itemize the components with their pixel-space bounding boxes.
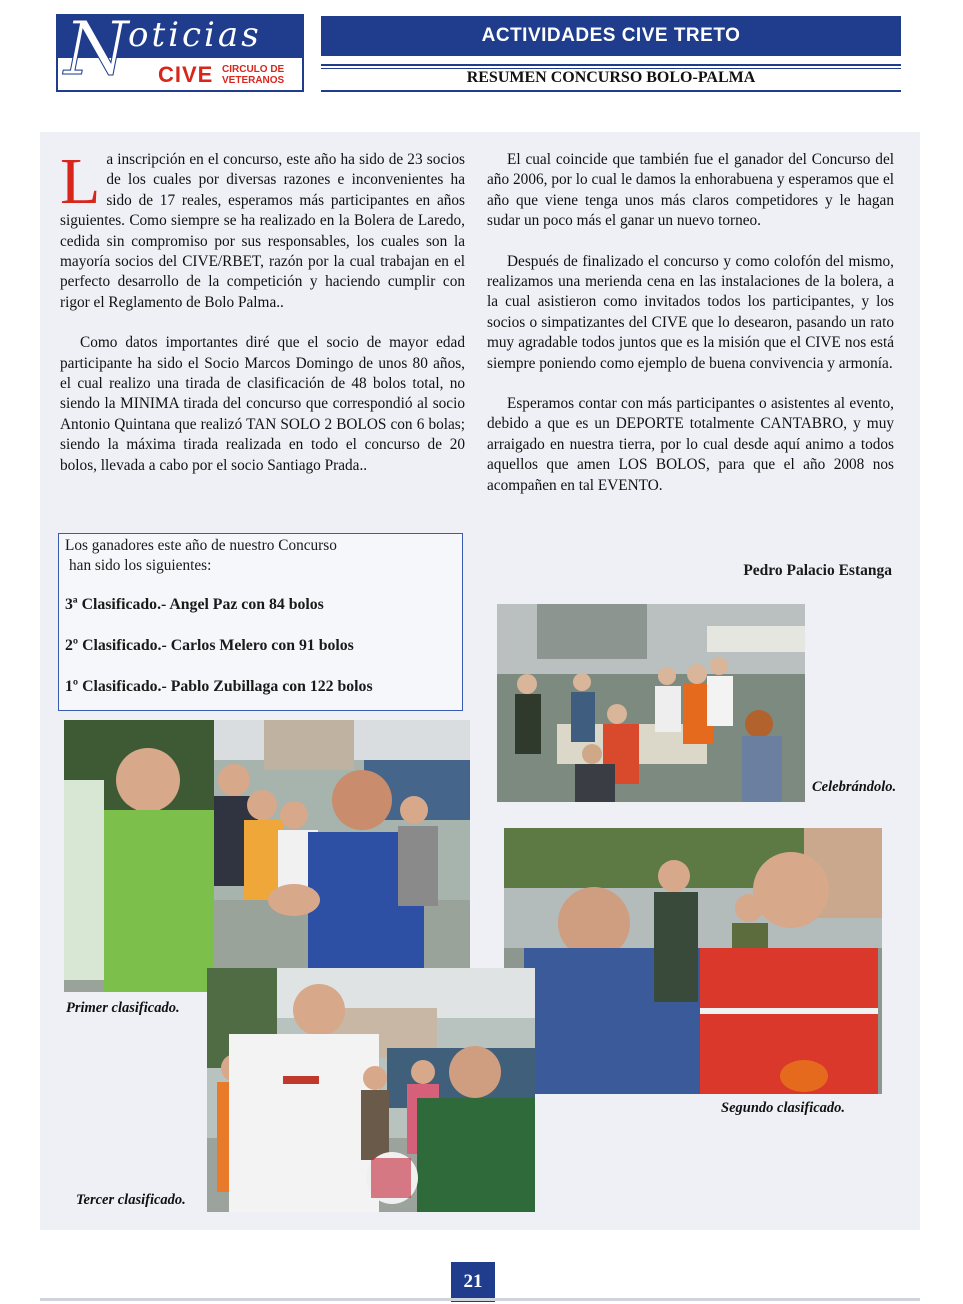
logo-brand: CIVE [158,62,214,87]
winner-second [65,637,354,655]
logo-word: oticias [128,15,262,55]
article-right-column [487,150,894,516]
caption-first: Primer clasificado. [66,1000,180,1016]
logo-initial: N [64,14,129,92]
photo-second-place-image [504,828,882,1094]
magazine-logo [56,14,304,92]
photo-celebration-image [497,604,805,802]
photo-second-place [504,828,882,1094]
article-paragraph: El cual coincide que también fue el ganador del Concurso del año 2006, por lo cual le damos la enhorabuena y esperamos que el año que viene tenga unos más claros competidores y le hagan sudar un poco más el ganar un nuevo torneo. [487,151,894,230]
photo-first-place-image [64,720,470,992]
page-number: 21 [451,1262,495,1302]
caption-second: Segundo clasificado. [721,1100,846,1116]
winner-text: Clasificado.- Carlos Melero con 91 bolos [82,637,354,654]
article-paragraph: Esperamos contar con más participantes o asistentes al evento, debido a que es un DEPORTE totalmente CANTABRO, y muy arraigado en nuestra tierra, por lo cual desde aquí animo a todos aquellos que amen LOS BOLOS, para que el año 2008 nos acompañen en tal EVENTO. [487,395,894,494]
winners-intro-line1: Los ganadores este año de nuestro Concurso [65,537,337,554]
winner-text: Clasificado.- Pablo Zubillaga con 122 bolos [82,678,373,695]
drop-cap: L [60,145,101,218]
winner-rank: 1º [65,678,79,695]
winner-third [65,596,324,614]
winner-text: Clasificado.- Angel Paz con 84 bolos [81,596,324,613]
winners-intro [65,536,456,575]
article-author: Pedro Palacio Estanga [743,562,892,579]
caption-celebrating: Celebrándolo. [812,779,897,795]
photo-celebration [497,604,805,802]
winner-first [65,678,373,696]
winner-rank: 2º [65,637,79,654]
photo-first-place [64,720,470,992]
article-subtitle: RESUMEN CONCURSO BOLO-PALMA [321,64,901,92]
logo-subtitle-line1: CIRCULO DE [222,64,285,75]
photo-third-place [207,968,535,1212]
caption-third: Tercer clasificado. [76,1192,186,1208]
article-paragraph [60,145,465,313]
logo-subtitle-line2: VETERANOS [222,75,285,86]
winner-rank: 3ª [65,596,78,613]
winners-box [58,533,463,711]
article-paragraph: Después de finalizado el concurso y como colofón del mismo, realizamos una merienda cena en las instalaciones de la bolera, a la cual asistieron como invitados todos los participantes, y los socios o simpatizantes del CIVE que lo desearon, pasando un rato muy agradable todos juntos que es la misión que el CIVE nos está siempre poniendo como ejemplo de buena convivencia y armonía. [487,252,894,372]
article-left-column [60,145,465,496]
paragraph-text: a inscripción en el concurso, este año ha sido de 23 socios de los cuales por diversas razones e inconvenientes ha sido de 17 reales, esperamos más participantes en años siguientes. Como siempre se ha realizado en la Bolera de Laredo, cedida sin compromiso por sus responsables, los cuales son la mayoría socios del CIVE/RBET, razón por la cual trabajan en el perfecto desarrollo de la competición y haciendo cumplir con rigor el Reglamento de Bolo Palma.. [60,151,465,311]
article-paragraph: Como datos importantes diré que el socio de mayor edad participante ha sido el Socio Marcos Domingo de unos 80 años, el cual realizo una tirada de clasificación de 48 bolos total, no siendo la MINIMA tirada del concurso que correspondió al socio Antonio Quintana que realizó TAN SOLO 2 BOLOS con 6 bolas; siendo la máxima tirada realizada en todo el concurso de 20 bolos, llevada a cabo por el socio Santiago Prada.. [60,334,465,474]
bottom-rule [40,1298,920,1301]
logo-subtitle [222,64,284,86]
winners-intro-line2: han sido los siguientes: [69,556,212,574]
section-banner: ACTIVIDADES CIVE TRETO [321,16,901,56]
photo-third-place-image [207,968,535,1212]
